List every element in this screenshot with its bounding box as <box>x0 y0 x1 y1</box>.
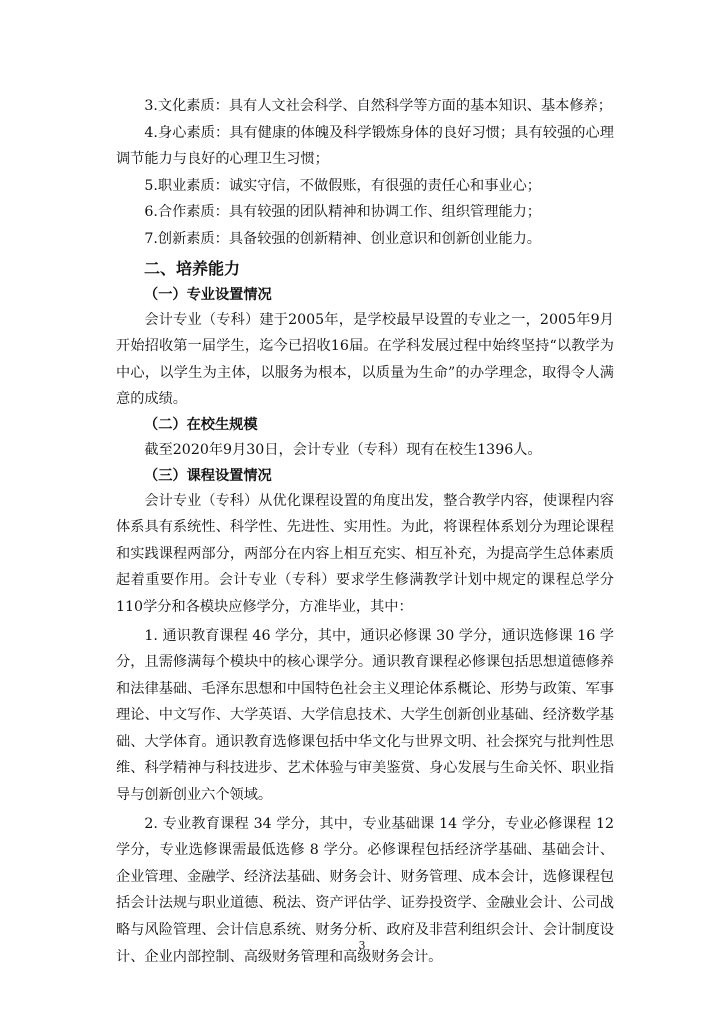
subsection-heading-enrollment: （二）在校生规模 <box>144 416 258 433</box>
literacy-item-professional: 5.职业素质：诚实守信，不做假账，有很强的责任心和事业心； <box>144 177 541 194</box>
curriculum-professional-education-paragraph: 2. 专业教育课程 34 学分，其中，专业基础课 14 学分，专业必修课程 12 学分，专业选修课需最低选修 8 学分。必修课程包括经济学基础、基础会计、企业管理、金融学、经济法基础、财务会计、财务管理、成本会计，选修课程包括会计法规与职业道德、税法、资产评估学、证券投资学、金融业会计、公司战略与风险管理、会计信息系统、财务分析、政府及非营利组织会计、会计制度设计、企业内部控制、高级财务管理和高级财务会计。 <box>116 815 614 965</box>
curriculum-intro-paragraph: 会计专业（专科）从优化课程设置的角度出发，整合教学内容，使课程内容体系具有系统性、科学性、先进性、实用性。为此，将课程体系划分为理论课程和实践课程两部分，两部分在内容上相互充实、相互补充，为提高学生总体素质起着重要作用。会计专业（专科）要求学生修满教学计划中规定的课程总学分110学分和各模块应修学分，方准毕业，其中： <box>116 492 614 615</box>
literacy-item-innovation: 7.创新素质：具备较强的创新精神、创业意识和创新创业能力。 <box>144 230 541 247</box>
section-heading-ability: 二、培养能力 <box>144 258 241 278</box>
major-setup-paragraph: 会计专业（专科）建于2005年，是学校最早设置的专业之一，2005年9月开始招收第一届学生，迄今已招收16届。在学科发展过程中始终坚持“以教学为中心，以学生为主体，以服务为根本，以质量为生命”的办学理念，取得令人满意的成绩。 <box>116 311 614 408</box>
enrollment-paragraph: 截至2020年9月30日，会计专业（专科）现有在校生1396人。 <box>144 441 542 458</box>
literacy-item-cooperation: 6.合作素质：具有较强的团队精神和协调工作、组织管理能力； <box>144 204 541 221</box>
literacy-item-body-mind: 4.身心素质：具有健康的体魄及科学锻炼身体的良好习惯；具有较强的心理调节能力与良好的心理卫生习惯； <box>116 124 614 168</box>
page-content <box>116 93 614 970</box>
literacy-item-culture: 3.文化素质：具有人文社会科学、自然科学等方面的基本知识、基本修养； <box>144 98 612 114</box>
subsection-heading-major-setup: （一）专业设置情况 <box>144 286 272 303</box>
subsection-heading-curriculum: （三）课程设置情况 <box>144 467 272 484</box>
page-number: 3 <box>358 939 366 952</box>
curriculum-general-education-paragraph: 1. 通识教育课程 46 学分，其中，通识必修课 30 学分，通识选修课 16 学分，且需修满每个模块中的核心课学分。通识教育课程必修课包括思想道德修养和法律基础、毛泽东思想和中国特色社会主义理论体系概论、形势与政策、军事理论、中文写作、大学英语、大学信息技术、大学生创新创业基础、经济数学基础、大学体育。通识教育选修课包括中华文化与世界文明、社会探究与批判性思维、科学精神与科技进步、艺术体验与审美鉴赏、身心发展与生命关怀、职业指导与创新创业六个领域。 <box>116 627 614 804</box>
